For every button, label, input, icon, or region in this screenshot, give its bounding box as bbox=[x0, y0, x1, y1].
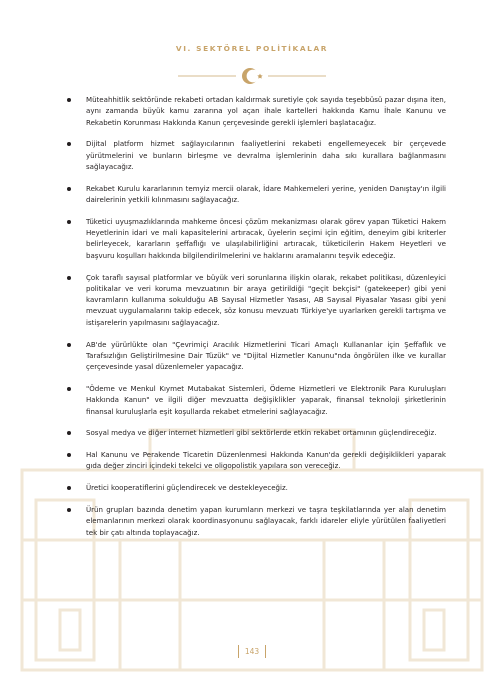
list-item-text: Tüketici uyuşmazlıklarında mahkeme öncesi çözüm mekanizması olarak görev yapan Tüketici Hakem Heyetlerinin idari ve mali kapasitelerini artıracak, üyelerin seçimi için eğitim, deneyim gibi kriterler belirleyecek, kararların şeffaflığı ve ulaşılabilirliğini artıracak, tüketicilerin Hakem Heyetleri ve başvuru koşulları hakkında bilgilendirilmelerini ve haklarını aramalarını teşvik edeceğiz. bbox=[86, 216, 446, 260]
policy-list bbox=[66, 94, 446, 548]
list-item bbox=[66, 272, 446, 328]
list-item bbox=[66, 504, 446, 538]
bullet-icon bbox=[67, 220, 71, 224]
section-header: VI. SEKTÖREL POLİTİKALAR bbox=[175, 44, 329, 53]
bullet-icon bbox=[67, 98, 71, 102]
list-item-text: Rekabet Kurulu kararlarının temyiz mercii olarak, İdare Mahkemeleri yerine, yeniden Danıştay'ın ilgili dairelerinin yetkili kılınmasını sağlayacağız. bbox=[86, 183, 446, 205]
list-item bbox=[66, 138, 446, 172]
page-number-text: 143 bbox=[238, 645, 266, 658]
bullet-icon bbox=[67, 276, 71, 280]
list-item bbox=[66, 383, 446, 417]
bullet-icon bbox=[67, 343, 71, 347]
bullet-icon bbox=[67, 142, 71, 146]
bullet-icon bbox=[67, 387, 71, 391]
list-item bbox=[66, 449, 446, 472]
list-item-text: Ürün grupları bazında denetim yapan kurumların merkezi ve taşra teşkilatlarında yer alan denetim elemanlarının merkezi olarak koordinasyonunu sağlayacak, farklı idareler eliyle yürütülen faaliyetleri tek bir çatı altında toplayacağız. bbox=[86, 505, 446, 537]
list-item bbox=[66, 183, 446, 206]
list-item bbox=[66, 216, 446, 261]
list-item-text: AB'de yürürlükte olan "Çevrimiçi Aracılık Hizmetlerini Ticari Amaçlı Kullananlar için Şeffaflık ve Tarafsızlığın Geliştirilmesine Dair Tüzük" ve "Dijital Hizmetler Kanunu"nda öngörülen ilke ve kurallar çerçevesinde yasal düzenlemeler yapacağız. bbox=[86, 339, 446, 372]
list-item-text: "Ödeme ve Menkul Kıymet Mutabakat Sistemleri, Ödeme Hizmetleri ve Elektronik Para Kuruluşları Hakkında Kanun" ve ilgili diğer mevzuatta değişiklikler yaparak, finansal teknoloji şirketlerinin finansal kuruluşlarla eşit koşullarda rekabet etmelerini sağlayacağız. bbox=[86, 383, 446, 416]
list-item bbox=[66, 482, 446, 493]
bullet-icon bbox=[67, 431, 71, 435]
list-item bbox=[66, 339, 446, 373]
list-item-text: Çok taraflı sayısal platformlar ve büyük veri sorunlarına ilişkin olarak, rekabet politikası, düzenleyici politikalar ve veri koruma mevzuatının bir araya getirildiği "geçit bekçisi" (gatekeeper) gibi yeni kavramların kullanıma sokulduğu AB Sayısal Hizmetler Yasası, AB Sayısal Piyasalar Yasası gibi yeni mevzuat uygulamalarını takip edecek, söz konusu mevzuatı Türkiye'ye uyarlarken gerekli tartışma ve istişarelerin yapılmasını sağlayacağız. bbox=[86, 272, 446, 327]
list-item-text: Sosyal medya ve diğer internet hizmetleri gibi sektörlerde etkin rekabet ortamının güçlendireceğiz. bbox=[86, 428, 437, 438]
page-number bbox=[0, 645, 504, 658]
crescent-star-emblem-icon bbox=[0, 64, 504, 88]
bullet-icon bbox=[67, 486, 71, 490]
list-item-text: Üretici kooperatiflerini güçlendirecek ve destekleyeceğiz. bbox=[86, 483, 288, 493]
list-item-text: Müteahhitlik sektöründe rekabeti ortadan kaldırmak suretiyle çok sayıda teşebbüsü pazar dışına iten, aynı zamanda büyük kamu zararına yol açan ihale kartelleri hakkında Kamu İhale Kanunu ve Rekabetin Korunması Hakkında Kanun çerçevesinde gerekli işlemleri başlatacağız. bbox=[86, 95, 446, 127]
list-item bbox=[66, 427, 446, 438]
bullet-icon bbox=[67, 453, 71, 457]
bullet-icon bbox=[67, 508, 71, 512]
list-item-text: Hal Kanunu ve Perakende Ticaretin Düzenlenmesi Hakkında Kanun'da gerekli değişiklikleri yaparak gıda değer zinciri içindeki tekelci ve oligopolistik yapılara son vereceğiz. bbox=[86, 450, 446, 471]
bullet-icon bbox=[67, 187, 71, 191]
list-item-text: Dijital platform hizmet sağlayıcılarının faaliyetlerini rekabeti engellemeyecek bir çerçevede yürütmelerini ve bunların birleşme ve devralma işlemlerinin daha sıkı kurallara bağlanmasını sağlayacağız. bbox=[86, 139, 446, 171]
list-item bbox=[66, 94, 446, 128]
